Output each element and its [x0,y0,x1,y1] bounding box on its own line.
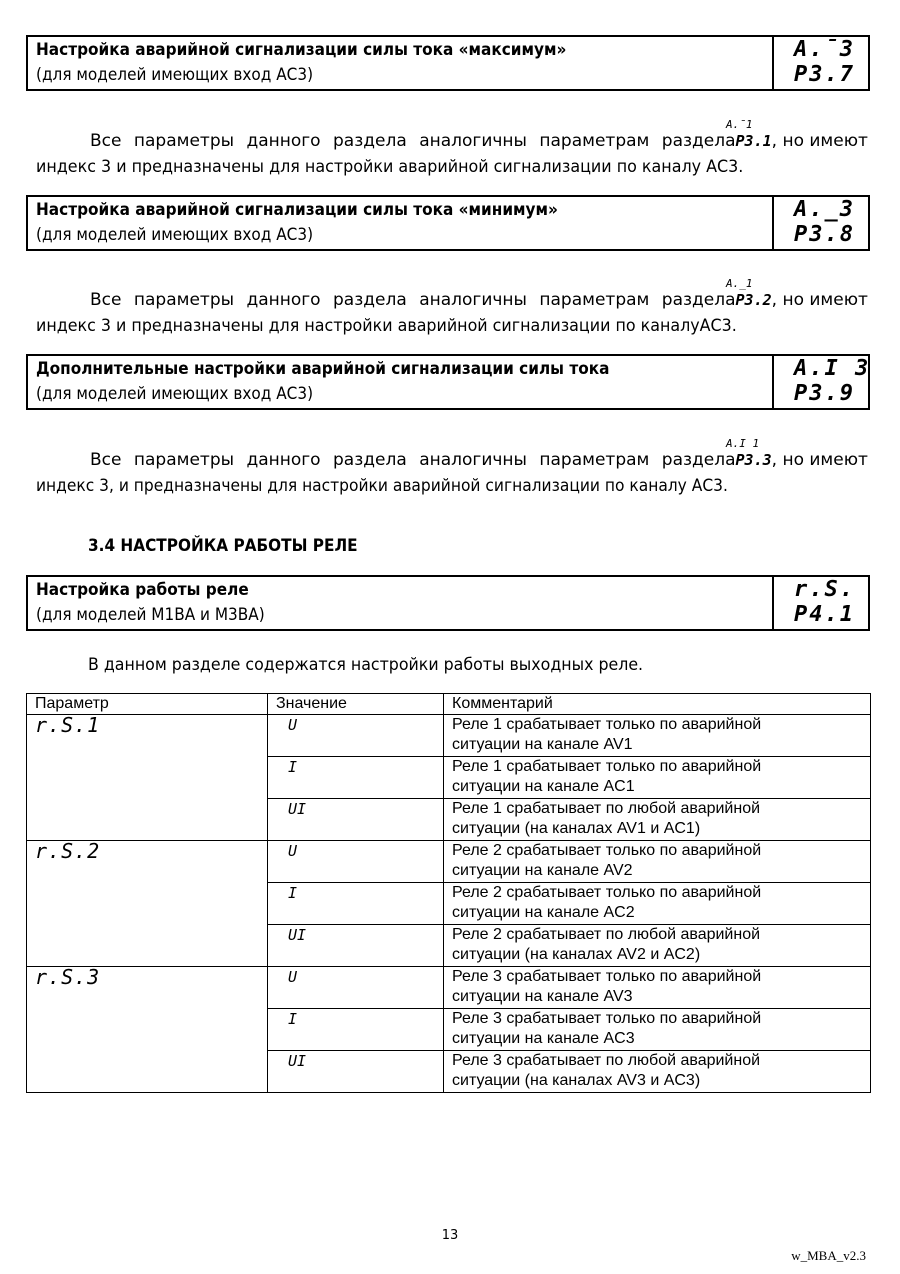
document-version: w_MBA_v2.3 [791,1248,866,1263]
section-title: Дополнительные настройки аварийной сигнализации силы тока [36,359,610,379]
value-cell: UI [268,1051,444,1093]
value-cell: I [268,1009,444,1051]
reference-code: P3.3 [735,451,772,469]
section-codes [772,197,868,249]
section-subtitle: (для моделей имеющих вход АС3) [36,65,314,85]
section-codes [772,37,868,89]
table-header-row [27,694,871,715]
section-title: Настройка работы реле [36,580,249,600]
section-box-max [26,35,870,91]
comment-cell: Реле 3 срабатывает по любой аварийной ситуации (на каналах AV3 и AC3) [444,1051,871,1093]
value-cell: U [268,841,444,883]
menu-code: A._3 [794,197,855,222]
parameter-code-cell: r.S.1 [27,715,268,841]
parameter-code: P4.1 [794,602,855,627]
section-box-relay [26,575,870,631]
table-row [27,967,871,1009]
value-cell: UI [268,799,444,841]
section-codes [772,577,868,629]
reference-code: P3.1 [735,132,772,150]
table-row [27,841,871,883]
section-subtitle: (для моделей М1ВА и М3ВА) [36,605,265,625]
relay-parameters-table [26,693,871,1093]
reference-code: P3.2 [735,291,772,309]
paragraph-second-line: индекс 3 и предназначены для настройки аварийной сигнализации по каналуАС3. [36,316,737,336]
paragraph-first-line: Все параметры данного раздела аналогичны параметрам разделаP3.2, но имеют [90,290,868,310]
section-heading: 3.4 НАСТРОЙКА РАБОТЫ РЕЛЕ [88,536,358,556]
parameter-code: P3.7 [794,62,855,87]
comment-cell: Реле 2 срабатывает только по аварийной ситуации на канале AV2 [444,841,871,883]
value-cell: U [268,967,444,1009]
comment-cell: Реле 1 срабатывает только по аварийной ситуации на канале AV1 [444,715,871,757]
parameter-code: P3.8 [794,222,855,247]
menu-code: A.¯3 [794,37,855,62]
column-header-comment: Комментарий [444,694,871,715]
comment-cell: Реле 3 срабатывает только по аварийной ситуации на канале AC3 [444,1009,871,1051]
section-box-additional [26,354,870,410]
section-codes [772,356,871,408]
section-subtitle: (для моделей имеющих вход АС3) [36,225,314,245]
comment-cell: Реле 2 срабатывает по любой аварийной ситуации (на каналах AV2 и AC2) [444,925,871,967]
section-box-min [26,195,870,251]
parameter-code-cell: r.S.3 [27,967,268,1093]
parameter-code-cell: r.S.2 [27,841,268,967]
menu-code: A.I 3 [794,356,871,381]
section-title: Настройка аварийной сигнализации силы тока «минимум» [36,200,558,220]
intro-text: В данном разделе содержатся настройки работы выходных реле. [88,655,644,675]
paragraph-second-line: индекс 3, и предназначены для настройки аварийной сигнализации по каналу АС3. [36,476,728,496]
section-title: Настройка аварийной сигнализации силы тока «максимум» [36,40,567,60]
column-header-value: Значение [268,694,444,715]
menu-code: r.S. [794,577,855,602]
reference-code-superscript: A.¯1 [726,118,753,131]
parameter-code: P3.9 [794,381,855,406]
column-header-parameter: Параметр [27,694,268,715]
value-cell: U [268,715,444,757]
table-row [27,715,871,757]
reference-code-superscript: A.I 1 [726,437,760,450]
comment-cell: Реле 3 срабатывает только по аварийной ситуации на канале AV3 [444,967,871,1009]
section-subtitle: (для моделей имеющих вход АС3) [36,384,314,404]
paragraph-second-line: индекс 3 и предназначены для настройки аварийной сигнализации по каналу АС3. [36,157,744,177]
value-cell: I [268,757,444,799]
value-cell: I [268,883,444,925]
paragraph-first-line: Все параметры данного раздела аналогичны параметрам разделаP3.1, но имеют [90,131,868,151]
paragraph-first-line: Все параметры данного раздела аналогичны параметрам разделаP3.3, но имеют [90,450,868,470]
reference-code-superscript: A._1 [726,277,753,290]
page-number: 13 [441,1228,459,1243]
comment-cell: Реле 2 срабатывает только по аварийной ситуации на канале AC2 [444,883,871,925]
value-cell: UI [268,925,444,967]
comment-cell: Реле 1 срабатывает по любой аварийной ситуации (на каналах AV1 и AC1) [444,799,871,841]
comment-cell: Реле 1 срабатывает только по аварийной ситуации на канале AC1 [444,757,871,799]
